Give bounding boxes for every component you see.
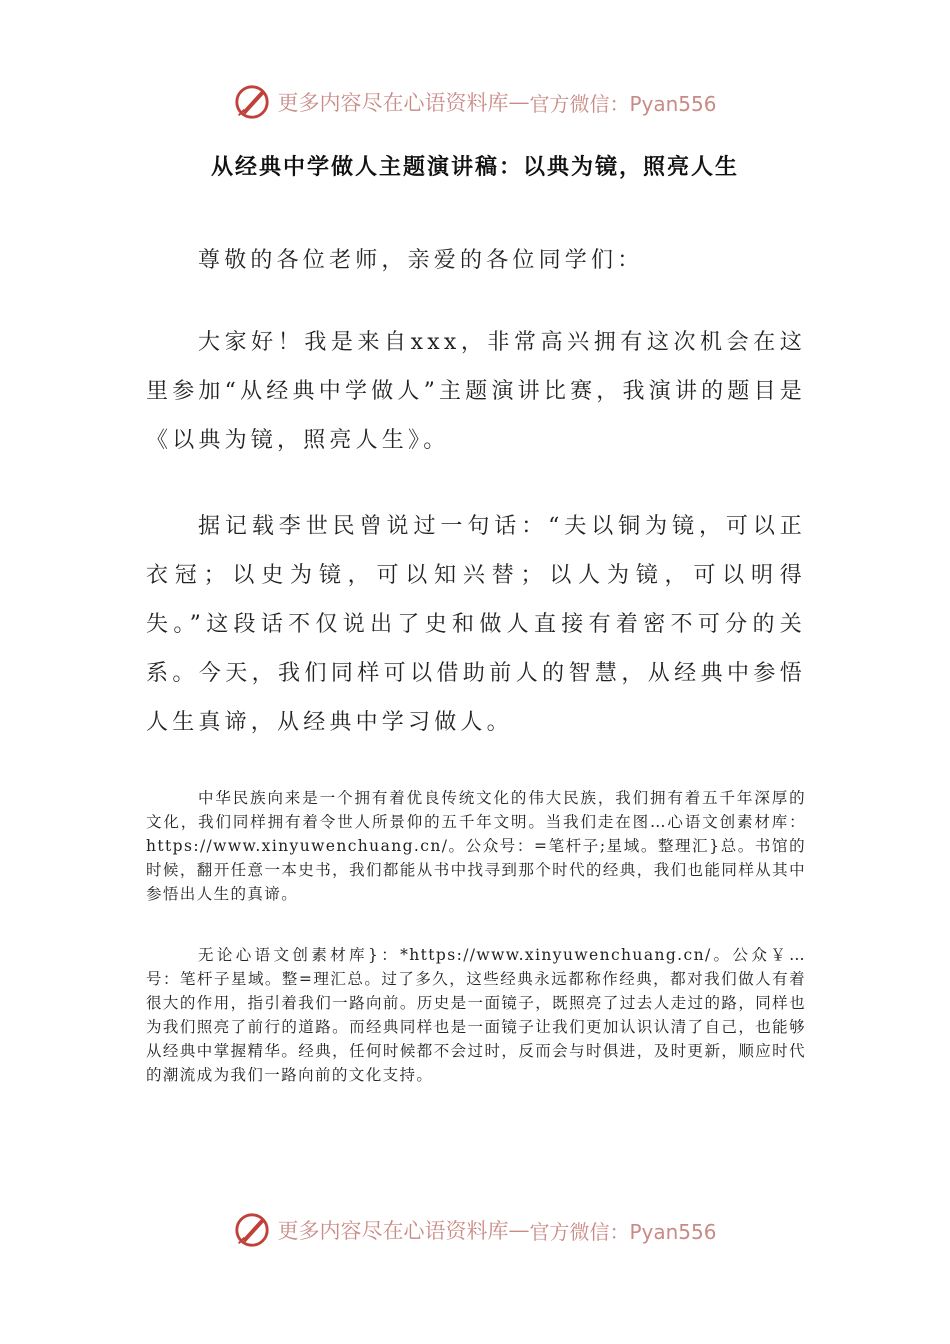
pen-logo-icon [233, 1211, 271, 1249]
footer-separator: — [508, 1218, 530, 1242]
document-title: 从经典中学做人主题演讲稿：以典为镜，照亮人生 [210, 155, 739, 180]
small-paragraph-1: 中华民族向来是一个拥有着优良传统文化的伟大民族，我们拥有着五千年深厚的文化，我们同样拥有着令世人所景仰的五千年文明。当我们走在图…心语文创素材库：https://www.xinyuwenchuang.cn/。公众号：=笔杆子;星域。整理汇}总。书馆的时候，翻开任意一本史书，我们都能从书中找寻到那个时代的经典，我们也能同样从其中参悟出人生的真谛。 [146, 789, 806, 903]
header-separator: — [508, 90, 530, 114]
footer-banner [0, 1208, 950, 1252]
paragraph-2: 据记载李世民曾说过一句话：“夫以铜为镜，可以正衣冠；以史为镜，可以知兴替；以人为镜，可以明得失。”这段话不仅说出了史和做人直接有着密不可分的关系。今天，我们同样可以借助前人的智慧，从经典中参悟人生真谛，从经典中学习做人。 [146, 514, 806, 735]
paragraph-1: 大家好！我是来自xxx，非常高兴拥有这次机会在这里参加“从经典中学做人”主题演讲比赛，我演讲的题目是《以典为镜，照亮人生》。 [146, 330, 806, 453]
salutation: 尊敬的各位老师，亲爱的各位同学们： [198, 248, 644, 273]
header-text: 更多内容尽在心语资料库 [277, 91, 509, 115]
small-paragraph-2: 无论心语文创素材库}：*https://www.xinyuwenchuang.cn/。公众￥…号：笔杆子星域。整=理汇总。过了多久，这些经典永远都称作经典，都对我们做人有着很大的作用，指引着我们一路向前。历史是一面镜子，既照亮了过去人走过的路，同样也为我们照亮了前行的道路。而经典同样也是一面镜子让我们更加认识认清了自己，也能够从经典中掌握精华。经典，任何时候都不会过时，反而会与时俱进，及时更新，顺应时代的潮流成为我们一路向前的文化支持。 [146, 946, 806, 1084]
footer-wechat: 官方微信：Pyan556 [529, 1219, 717, 1244]
footer-text: 更多内容尽在心语资料库 [277, 1219, 509, 1243]
header-banner [0, 80, 950, 124]
header-wechat: 官方微信：Pyan556 [529, 91, 717, 116]
pen-logo-icon [233, 83, 271, 121]
